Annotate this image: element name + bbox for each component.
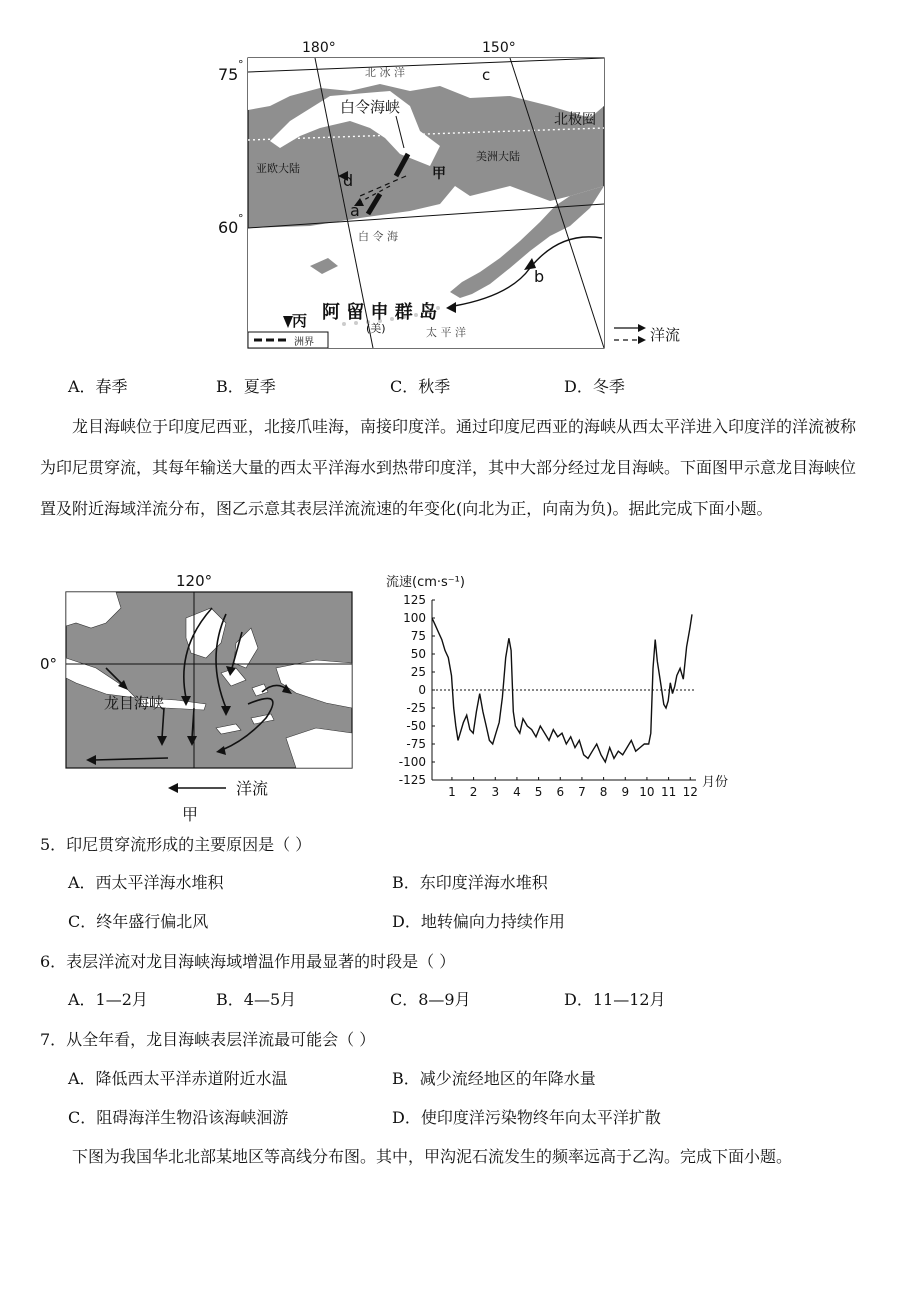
x-tick-label: 12 (682, 785, 698, 799)
lat-75: 75 (218, 65, 239, 84)
legend-current-label: 洋流 (650, 326, 681, 344)
q5-option-c[interactable]: C．终年盛行偏北风 (68, 912, 209, 931)
x-tick-label: 2 (469, 785, 478, 799)
q5-option-a[interactable]: A．西太平洋海水堆积 (68, 873, 224, 892)
x-tick-label: 3 (491, 785, 500, 799)
intro-text-1: 龙目海峡位于印度尼西亚，北接爪哇海，南接印度洋。通过印度尼西亚的海峡从西太平洋进入印度洋的洋流被称为印尼贯穿流，其每年输送大量的西太平洋海水到热带印度洋，其中大部分经过龙目海峡。下面图甲示意龙目海峡位置及附近海域洋流分布，图乙示意其表层洋流流速的年变化(向北为正，向南为负)。据此完成下面小题。 (40, 417, 857, 518)
q4-option-a[interactable]: A．春季 (68, 377, 128, 396)
q6-option-c[interactable]: C．8—9月 (390, 990, 471, 1009)
intro-text-2: 下图为我国华北北部某地区等高线分布图。其中，甲沟泥石流发生的频率远高于乙沟。完成下面小题。 (72, 1147, 793, 1166)
y-tick-label: 75 (410, 629, 426, 643)
q7-option-d[interactable]: D．使印度洋污染物终年向太平洋扩散 (392, 1108, 661, 1127)
chart-xlabel: 月份 (702, 775, 729, 790)
x-tick-label: 11 (660, 785, 677, 799)
velocity-series-line (432, 614, 692, 762)
x-tick-label: 8 (599, 785, 608, 799)
map2-caption: 甲 (182, 805, 199, 824)
y-tick-label: 50 (410, 647, 426, 661)
strait-label: 白令海峡 (340, 98, 401, 116)
label-b: b (534, 267, 545, 286)
q4-option-d[interactable]: D．冬季 (564, 377, 625, 396)
intro-paragraph-2 (40, 1146, 792, 1168)
pacific-label: 太 平 洋 (426, 326, 466, 339)
y-tick-label: -25 (406, 701, 426, 715)
map2-legend-label: 洋流 (236, 779, 269, 798)
arctic-circle-label: 北极圈 (554, 112, 596, 128)
y-tick-label: -50 (406, 719, 426, 733)
lon-120: 120° (176, 572, 213, 590)
arctic-ocean-label: 北 冰 洋 (365, 66, 405, 79)
america-label: 美洲大陆 (476, 150, 520, 163)
y-tick-label: -100 (398, 755, 426, 769)
q4-option-b[interactable]: B．夏季 (216, 377, 276, 396)
jia-label: 甲 (432, 166, 446, 182)
q4-option-c[interactable]: C．秋季 (390, 377, 451, 396)
lat-60-deg: ° (238, 212, 244, 225)
x-tick-label: 7 (578, 785, 586, 799)
q5-option-b[interactable]: B．东印度洋海水堆积 (392, 873, 548, 892)
q6-option-a[interactable]: A．1—2月 (68, 990, 148, 1009)
lat-0: 0° (40, 655, 58, 673)
lat-60: 60 (218, 218, 239, 237)
aleutian-label: 阿 留 申 群 岛 (322, 302, 438, 323)
bering-map (210, 36, 710, 356)
label-c: c (482, 66, 491, 84)
velocity-chart (386, 568, 758, 800)
q7-stem: 7．从全年看，龙目海峡表层洋流最可能会（ ） (40, 1030, 376, 1049)
x-tick-label: 1 (448, 785, 456, 799)
y-tick-label: -75 (406, 737, 426, 751)
lat-75-deg: ° (238, 58, 244, 71)
y-tick-label: 125 (403, 593, 426, 607)
chart-ylabel: 流速(cm·s⁻¹) (386, 575, 465, 590)
q7-option-c[interactable]: C．阻碍海洋生物沿该海峡洄游 (68, 1108, 289, 1127)
q6-option-b[interactable]: B．4—5月 (216, 990, 297, 1009)
q6-stem: 6．表层洋流对龙目海峡海域增温作用最显著的时段是（ ） (40, 952, 456, 971)
intro-paragraph-1 (40, 406, 860, 529)
eurasia-label: 亚欧大陆 (256, 162, 300, 175)
q5-stem: 5．印尼贯穿流形成的主要原因是（ ） (40, 835, 312, 854)
label-a: a (350, 201, 360, 220)
q5-option-d[interactable]: D．地转偏向力持续作用 (392, 912, 565, 931)
x-tick-label: 9 (621, 785, 630, 799)
q7-option-a[interactable]: A．降低西太平洋赤道附近水温 (68, 1069, 288, 1088)
lombok-map (36, 568, 366, 828)
usa-label: (美) (366, 322, 386, 335)
y-tick-label: 25 (410, 665, 426, 679)
lon-150: 150° (482, 40, 516, 56)
bing-label: 丙 (292, 312, 308, 330)
bering-sea-label: 白 令 海 (358, 230, 398, 243)
x-tick-label: 4 (513, 785, 521, 799)
x-tick-label: 6 (556, 785, 565, 799)
x-tick-label: 5 (534, 785, 543, 799)
label-d: d (343, 171, 354, 190)
y-tick-label: 0 (418, 683, 426, 697)
legend-boundary-label: 洲界 (294, 337, 314, 348)
q6-option-d[interactable]: D．11—12月 (564, 990, 666, 1009)
q7-option-b[interactable]: B．减少流经地区的年降水量 (392, 1069, 596, 1088)
lombok-label: 龙目海峡 (104, 694, 165, 712)
lon-180: 180° (302, 40, 336, 56)
y-tick-label: -125 (398, 773, 426, 787)
y-tick-label: 100 (403, 611, 426, 625)
x-tick-label: 10 (639, 785, 655, 799)
